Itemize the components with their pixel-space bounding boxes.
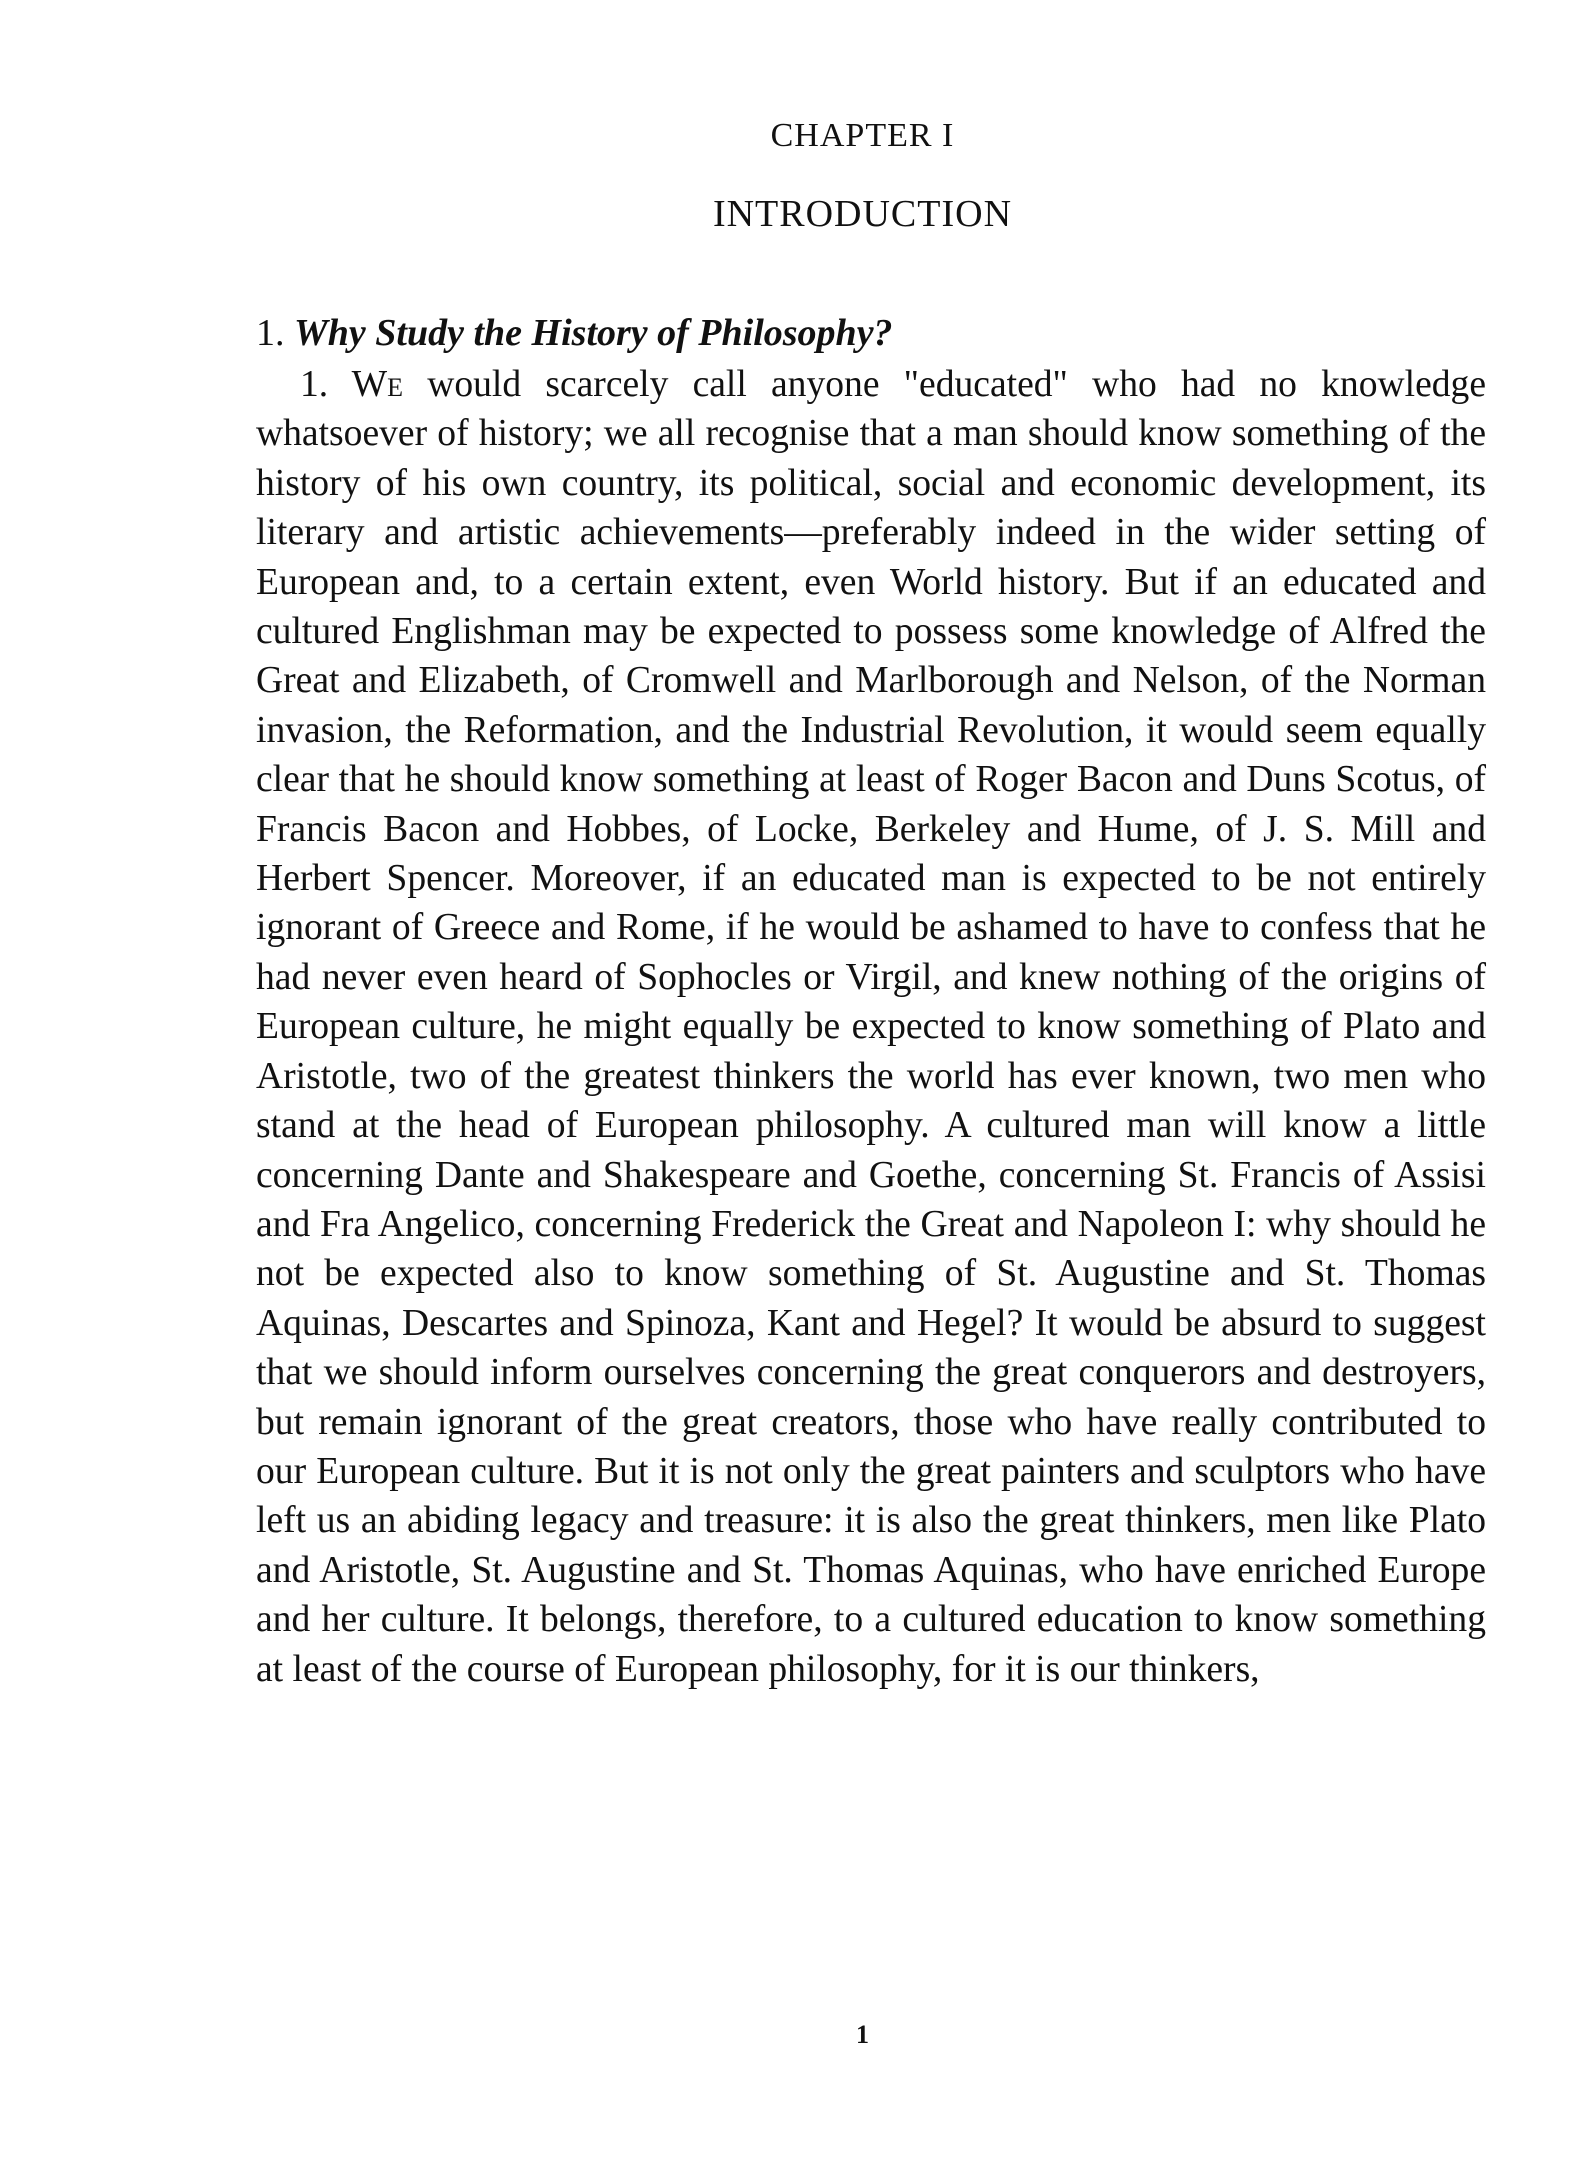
section-title: Why Study the History of Philosophy? — [294, 312, 893, 354]
paragraph-number: 1. We — [300, 364, 404, 405]
section-heading — [256, 310, 893, 356]
paragraph-text: would scarcely call anyone "educated" who had no knowledge whatsoever of history; we all recognise that a man should know something of the history of his own country, its political, social and economic development, its literary and artistic achievements—preferably indeed in the wider setting of European and, to a certain extent, even World history. But if an educated and cultured Englishman may be expected to possess some knowledge of Alfred the Great and Elizabeth, of Cromwell and Marlborough and Nelson, of the Norman invasion, the Reformation, and the Industrial Revolution, it would seem equally clear that he should know something at least of Roger Bacon and Duns Scotus, of Francis Bacon and Hobbes, of Locke, Berkeley and Hume, of J. S. Mill and Herbert Spencer. Moreover, if an educated man is expected to be not entirely ignorant of Greece and Rome, if he would be ashamed to have to confess that he had never even heard of Sophocles or Virgil, and knew nothing of the origins of European culture, he might equally be expected to know something of Plato and Aristotle, two of the greatest thinkers the world has ever known, two men who stand at the head of European philosophy. A cultured man will know a little concerning Dante and Shakespeare and Goethe, concerning St. Francis of Assisi and Fra Angelico, concerning Frederick the Great and Napoleon I: why should he not be expected also to know something of St. Augustine and St. Thomas Aquinas, Descartes and Spinoza, Kant and Hegel? It would be absurd to suggest that we should inform ourselves concerning the great conquerors and destroyers, but remain ignorant of the great creators, those who have really contributed to our European culture. But it is not only the great painters and sculptors who have left us an abiding legacy and treasure: it is also the great thinkers, men like Plato and Aristotle, St. Augustine and St. Thomas Aquinas, who have enriched Europe and her culture. It belongs, therefore, to a cultured education to know something at least of the course of European philosophy, for it is our thinkers, — [256, 364, 1487, 1690]
section-number: 1. — [256, 312, 285, 354]
chapter-label: CHAPTER I — [770, 117, 955, 154]
page-number: 1 — [856, 2020, 869, 2049]
body-paragraph — [256, 360, 1486, 1694]
chapter-title: INTRODUCTION — [712, 193, 1013, 235]
